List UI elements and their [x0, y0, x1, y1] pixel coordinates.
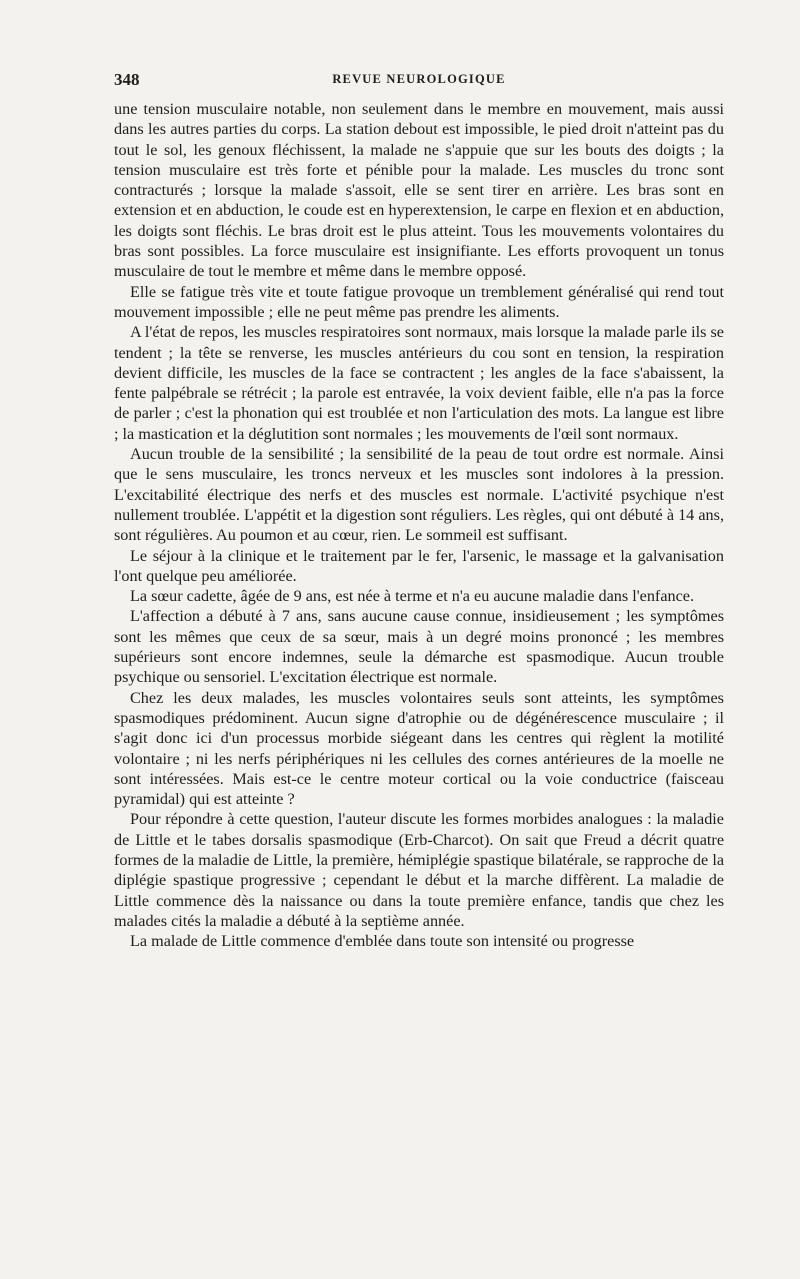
- paragraph: Elle se fatigue très vite et toute fatigue provoque un tremblement généralisé qui rend tout mouvement impossible ; elle ne peut même pas prendre les aliments.: [114, 282, 724, 321]
- paragraph: A l'état de repos, les muscles respiratoires sont normaux, mais lorsque la malade parle ils se tendent ; la tête se renverse, les muscles antérieurs du cou sont en tension, la respiration devient difficile, les muscles de la face se contractent ; les angles de la face s'abaissent, la fente palpébrale se rétrécit ; la parole est entravée, la voix devient faible, elle n'a pas la force de parler ; c'est la phonation qui est troublée et non l'articulation des mots. La langue est libre ; la mastication et la déglutition sont normales ; les mouvements de l'œil sont normaux.: [114, 323, 724, 443]
- paragraph: Aucun trouble de la sensibilité ; la sensibilité de la peau de tout ordre est normale. Ainsi que le sens musculaire, les troncs nerveux et les muscles sont indolores à la pression. L'excitabilité électrique des nerfs et des muscles est normale. L'activité psychique n'est nullement troublée. L'appétit et la digestion sont réguliers. Les règles, qui ont débuté à 14 ans, sont régulières. Au poumon et au cœur, rien. Le sommeil est suffisant.: [114, 445, 724, 545]
- paragraph: Chez les deux malades, les muscles volontaires seuls sont atteints, les symptômes spasmodiques prédominent. Aucun signe d'atrophie ou de dégénérescence musculaire ; il s'agit donc ici d'un processus morbide siégeant dans les centres qui règlent la motilité volontaire ; ni les nerfs périphériques ni les cellules des cornes antérieures de la moelle ne sont intéressées. Mais est-ce le centre moteur cortical ou la voie conductrice (faisceau pyramidal) qui est atteinte ?: [114, 688, 724, 809]
- paragraph: une tension musculaire notable, non seulement dans le membre en mouvement, mais aussi dans les autres parties du corps. La station debout est impossible, le pied droit n'atteint pas du tout le sol, les genoux fléchissent, la malade ne s'appuie que sur les bouts des doigts ; la tension musculaire est très forte et pénible pour la malade. Les muscles du tronc sont contracturés ; lorsque la malade s'assoit, elle se sent tirer en arrière. Les bras sont en extension et en abduction, le coude est en hyperextension, le carpe en flexion et en abduction, les doigts sont fléchis. Le bras droit est le plus atteint. Tous les mouvements volontaires du bras sont possibles. La force musculaire est insignifiante. Les efforts provoquent un tonus musculaire de tout le membre et même dans le membre opposé.: [114, 100, 724, 281]
- paragraph: L'affection a débuté à 7 ans, sans aucune cause connue, insidieusement ; les symptômes sont les mêmes que ceux de sa sœur, mais à un degré moins prononcé ; les membres supérieurs sont encore indemnes, seule la démarche est spasmodique. Aucun trouble psychique ou sensoriel. L'excitation électrique est normale.: [114, 607, 724, 687]
- paragraph: La malade de Little commence d'emblée dans toute son intensité ou progresse: [130, 932, 635, 951]
- body-text: [114, 99, 724, 951]
- paragraph: La sœur cadette, âgée de 9 ans, est née à terme et n'a eu aucune maladie dans l'enfance.: [130, 587, 695, 606]
- page-header: [114, 70, 724, 94]
- running-title: REVUE NEUROLOGIQUE: [332, 72, 506, 86]
- paragraph: Pour répondre à cette question, l'auteur discute les formes morbides analogues : la maladie de Little et le tabes dorsalis spasmodique (Erb-Charcot). On sait que Freud a décrit quatre formes de la maladie de Little, la première, hémiplégie spastique bilatérale, se rapproche de la diplégie spastique progressive ; cependant le début et la marche diffèrent. La maladie de Little commence dès la naissance ou dans la toute première enfance, tandis que chez les malades cités la maladie a débuté à la septième année.: [114, 810, 724, 930]
- page-number: 348: [114, 70, 140, 89]
- paragraph: Le séjour à la clinique et le traitement par le fer, l'arsenic, le massage et la galvanisation l'ont quelque peu améliorée.: [114, 546, 724, 585]
